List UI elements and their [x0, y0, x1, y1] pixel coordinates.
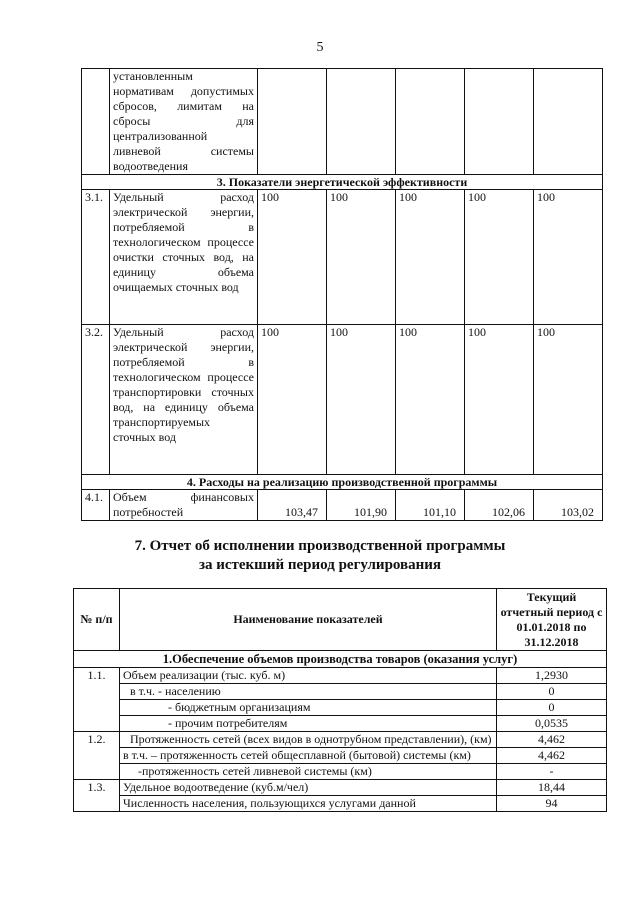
row-number: 1.3. [74, 780, 120, 812]
column-header-num: № п/п [74, 589, 120, 651]
table-row [82, 490, 603, 521]
row-number: 4.1. [82, 490, 110, 521]
row-description: Объем финансовых потребностей [110, 490, 258, 521]
value-cell: 100 [534, 190, 603, 325]
row-description: установленным нормативам допустимых сбросов, лимитам на сбросы для централизованной ливневой системы водоотведения [110, 69, 258, 175]
row-label: - прочим потребителям [120, 716, 497, 732]
row-label: Удельное водоотведение (куб.м/чел) [120, 780, 497, 796]
table-row [82, 69, 603, 175]
row-label: Объем реализации (тыс. куб. м) [120, 668, 497, 684]
header-row [74, 589, 607, 651]
table-row [82, 325, 603, 475]
section-header [74, 651, 607, 668]
table-row [82, 190, 603, 325]
value-cell: - [497, 764, 607, 780]
row-description: Удельный расход электрической энергии, потребляемой в технологическом процессе транспортировки сточных вод, на единицу объема транспортируемых сточных вод [110, 325, 258, 475]
value-cell: 0 [497, 684, 607, 700]
value-cell: 100 [396, 190, 465, 325]
row-number: 1.2. [74, 732, 120, 780]
value-cell: 100 [258, 325, 327, 475]
value-cell: 4,462 [497, 748, 607, 764]
value-cell: 100 [534, 325, 603, 475]
value-cell: 103,02 [534, 490, 603, 521]
row-label: - бюджетным организациям [120, 700, 497, 716]
row-label: -протяженность сетей ливневой системы (км) [120, 764, 497, 780]
value-cell: 101,90 [327, 490, 396, 521]
row-number: 1.1. [74, 668, 120, 732]
table-row [74, 764, 607, 780]
report-title-line-2: за истекший период регулирования [198, 557, 442, 573]
report-title-line-1: 7. Отчет об исполнении производственной программы [134, 538, 506, 554]
section-header [82, 175, 603, 190]
table-row [74, 716, 607, 732]
table-row [74, 732, 607, 748]
value-cell: 100 [396, 325, 465, 475]
row-description: Удельный расход электрической энергии, потребляемой в технологическом процессе очистки сточных вод, на единицу объема очищаемых сточных вод [110, 190, 258, 325]
table-row [74, 668, 607, 684]
section-header [82, 475, 603, 490]
indicators-table [81, 68, 603, 521]
page-number: 5 [316, 40, 324, 55]
value-cell: 100 [258, 190, 327, 325]
value-cell: 94 [497, 796, 607, 812]
row-label: Численность населения, пользующихся услугами данной [120, 796, 497, 812]
value-cell: 1,2930 [497, 668, 607, 684]
table-row [74, 700, 607, 716]
row-label: в т.ч. – протяженность сетей общесплавной (бытовой) системы (км) [120, 748, 497, 764]
report-table [73, 588, 607, 812]
table-row [74, 780, 607, 796]
table-row [74, 748, 607, 764]
value-cell: 100 [465, 190, 534, 325]
value-cell: 101,10 [396, 490, 465, 521]
section-4-title: 4. Расходы на реализацию производственной программы [82, 475, 603, 490]
row-number: 3.1. [82, 190, 110, 325]
value-cell: 0 [497, 700, 607, 716]
section-3-title: 3. Показатели энергетической эффективности [82, 175, 603, 190]
value-cell: 102,06 [465, 490, 534, 521]
value-cell: 103,47 [258, 490, 327, 521]
value-cell: 100 [327, 325, 396, 475]
value-cell: 18,44 [497, 780, 607, 796]
column-header-name: Наименование показателей [120, 589, 497, 651]
table-row [74, 796, 607, 812]
table-row [74, 684, 607, 700]
row-label: Протяженность сетей (всех видов в однотрубном представлении), (км) [120, 732, 497, 748]
report-title [0, 537, 640, 575]
value-cell: 100 [327, 190, 396, 325]
section-1-title: 1.Обеспечение объемов производства товаров (оказания услуг) [74, 651, 607, 668]
value-cell: 0,0535 [497, 716, 607, 732]
row-number: 3.2. [82, 325, 110, 475]
value-cell: 100 [465, 325, 534, 475]
row-label: в т.ч. - населению [120, 684, 497, 700]
value-cell: 4,462 [497, 732, 607, 748]
column-header-period: Текущий отчетный период с 01.01.2018 по 31.12.2018 [497, 589, 607, 651]
